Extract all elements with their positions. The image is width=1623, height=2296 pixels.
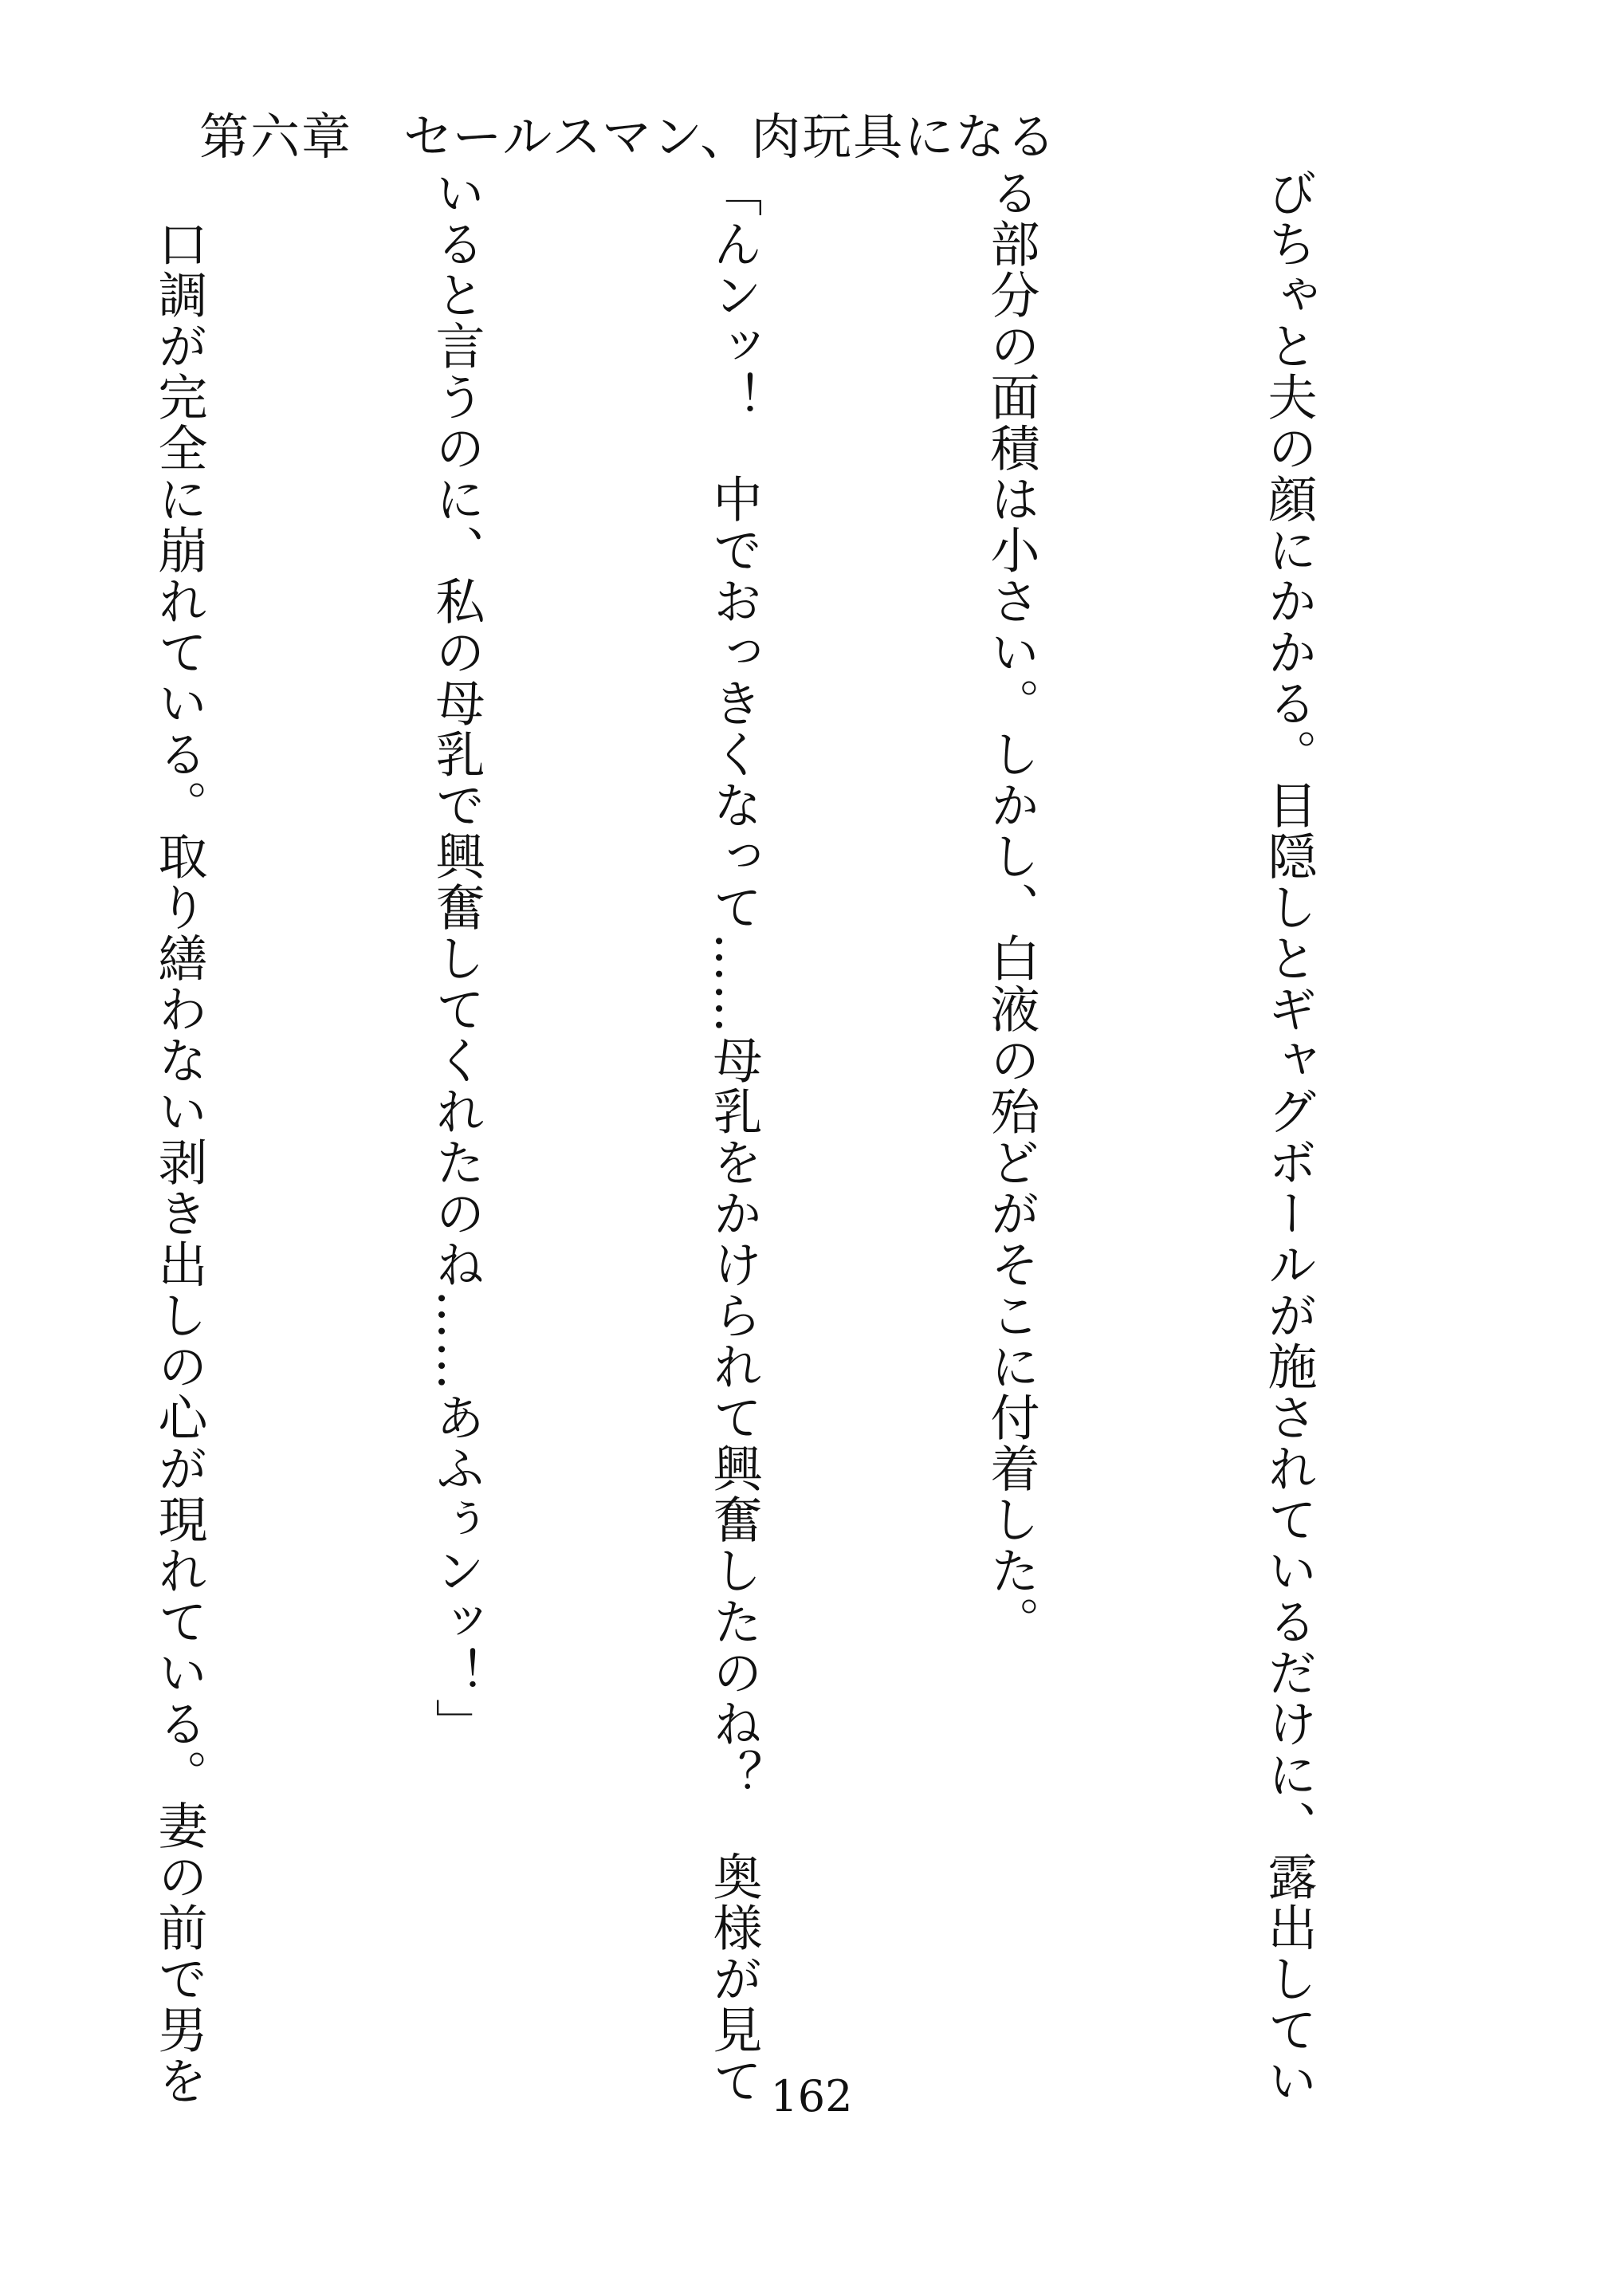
text-line: いると言うのに、私の母乳で興奮してくれたのね……あふぅンッ！」 <box>427 167 485 1749</box>
text-line: びちゃと夫の顔にかかる。目隠しとギャグボールが施されているだけに、露出してい <box>1259 167 1318 2106</box>
page-number: 162 <box>770 2071 853 2121</box>
vertical-body-text <box>0 167 1519 2106</box>
text-line: 「んンッ！ 中でおっきくなって……母乳をかけられて興奮したのね？ 奥様が見て <box>705 167 763 2106</box>
chapter-title: 第六章 セールスマン、肉玩具になる <box>199 108 1058 166</box>
text-line: 口調が完全に崩れている。取り繕わない剥き出しの心が現れている。妻の前で男を <box>150 167 208 2106</box>
text-line: る部分の面積は小さい。しかし、白液の殆どがそこに付着した。 <box>982 167 1040 1647</box>
